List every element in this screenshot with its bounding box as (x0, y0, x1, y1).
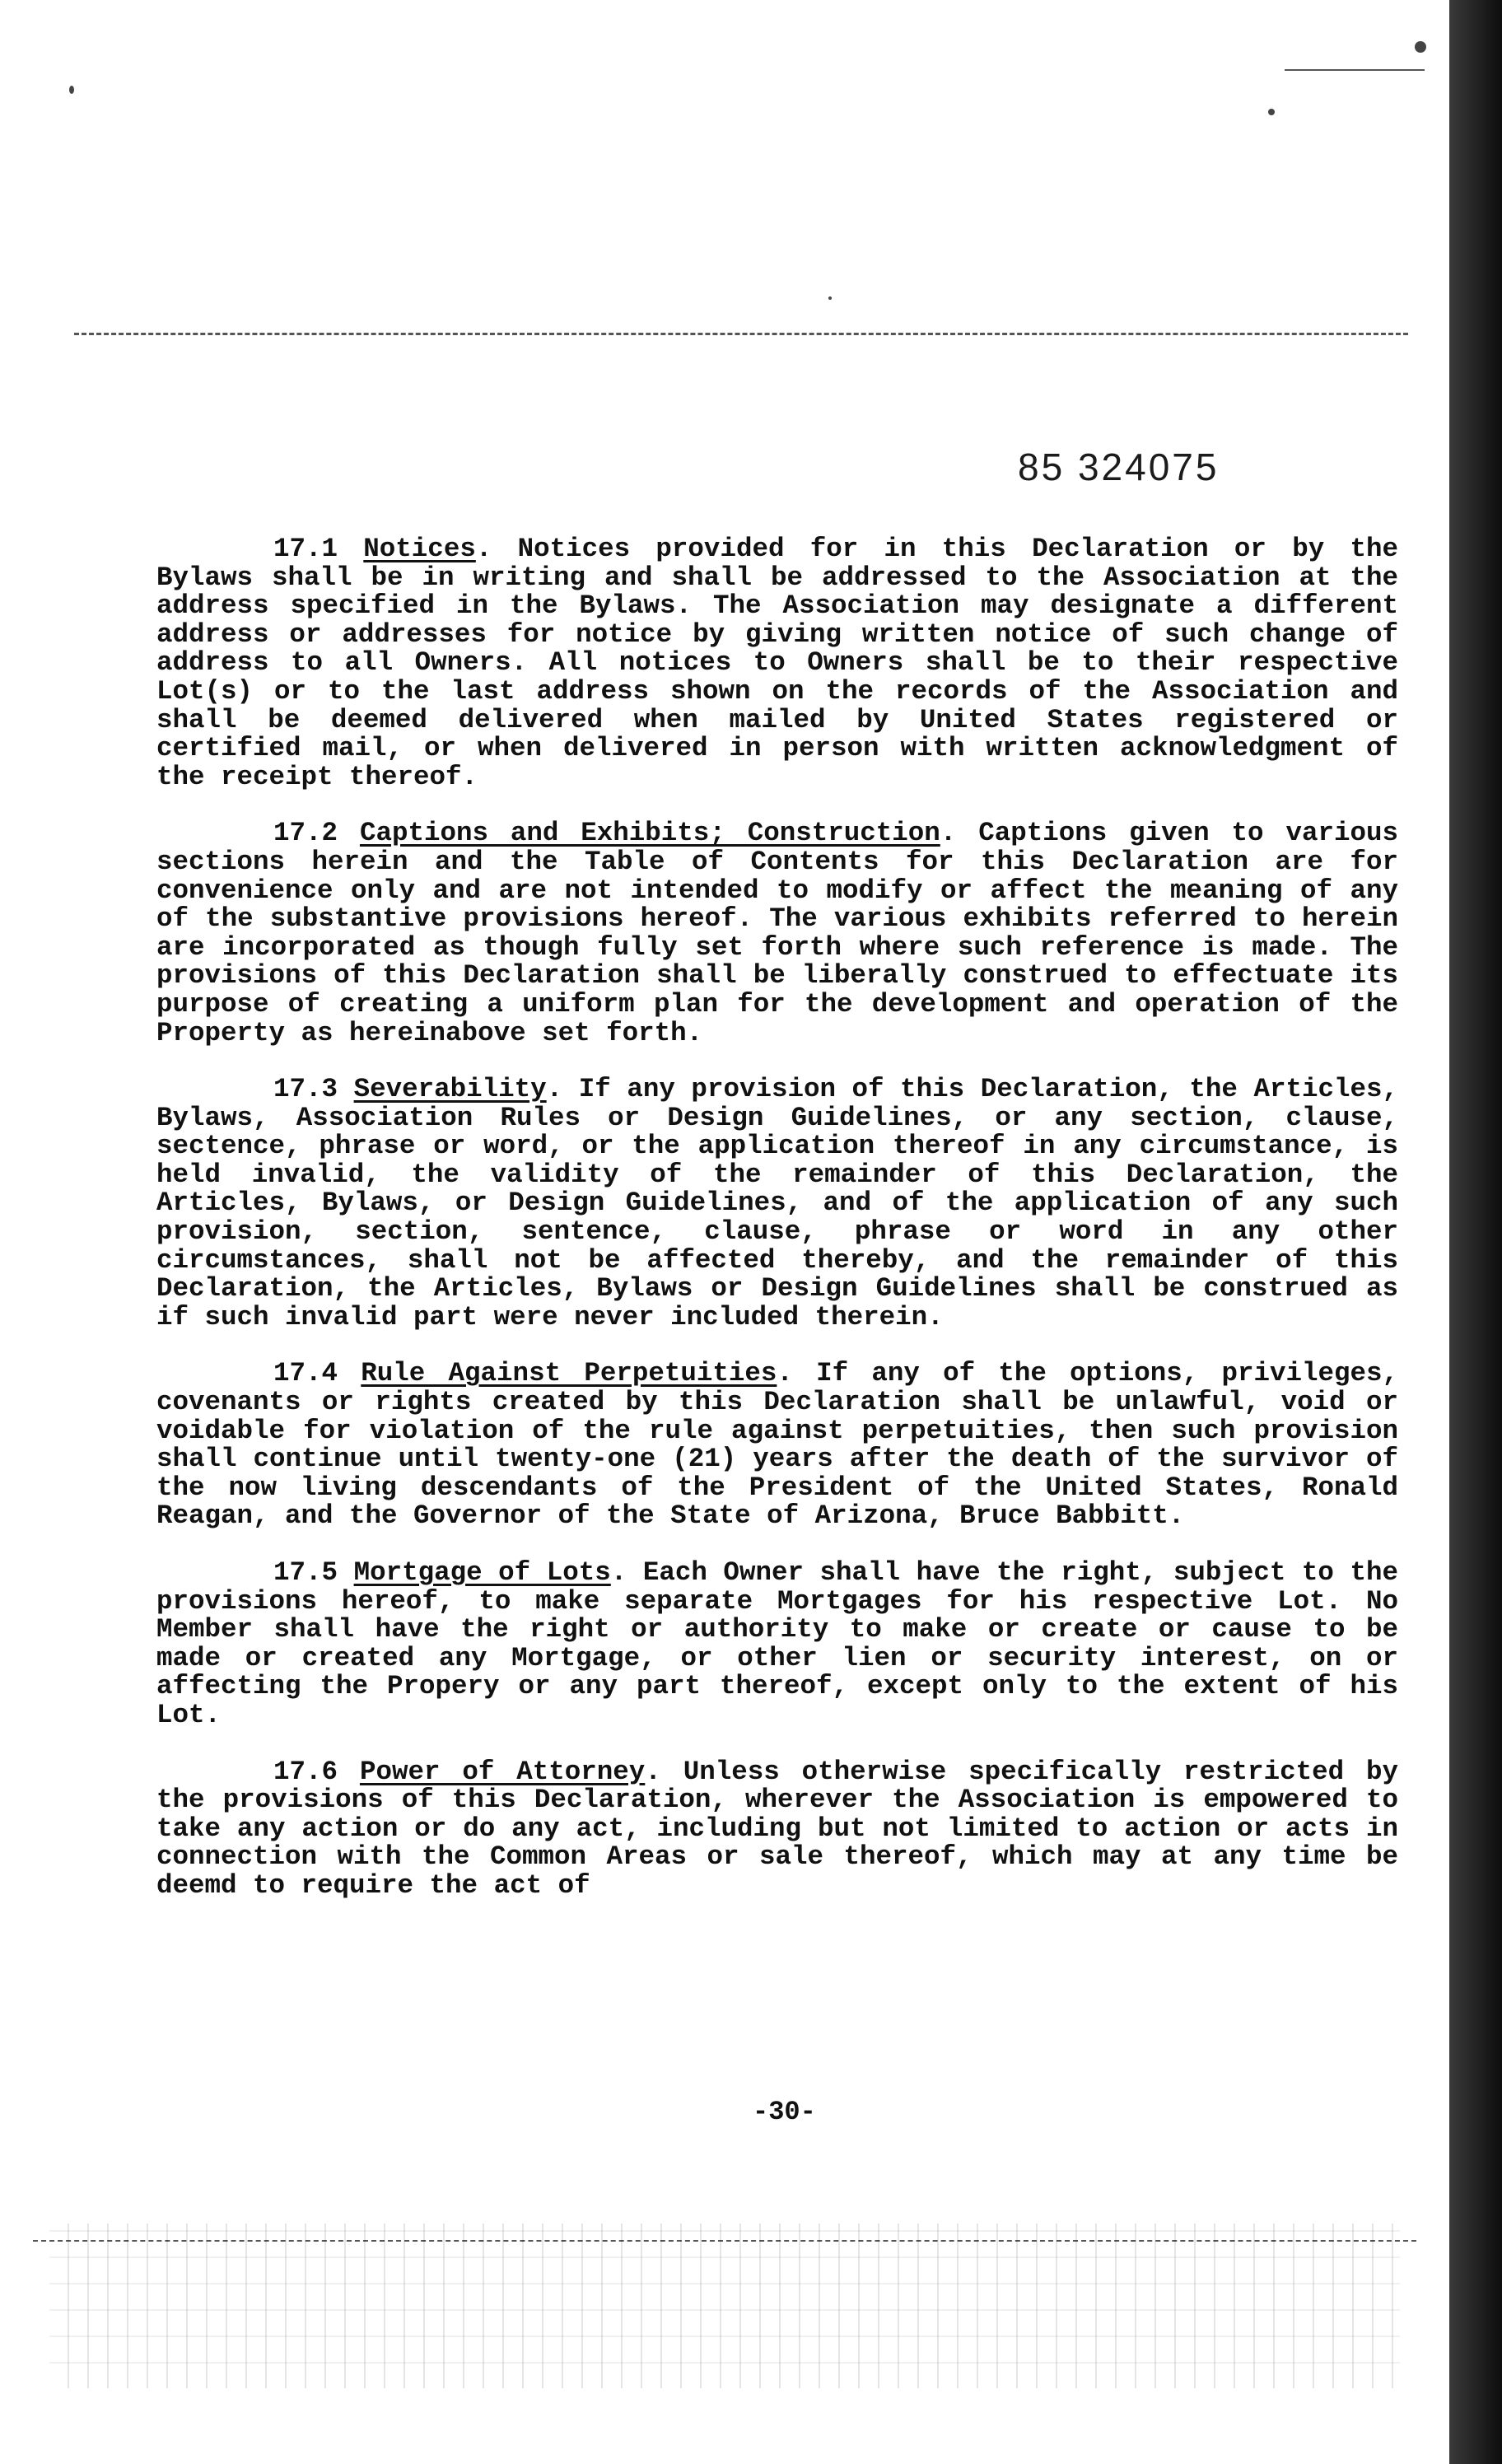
document-number: 85 324075 (1018, 446, 1220, 488)
section-text: Unless otherwise specifically restricted by the provisions of this Declaration, wherever the Association is empowered to take any action or do any act, including but not limited to action or acts in connection with the Common Areas or sale thereof, which may at any time be deemd to require the act of (156, 1756, 1398, 1901)
scan-artifact-top (74, 333, 1408, 335)
section-text: Notices provided for in this Declaration or by the Bylaws shall be in writing and shall be addressed to the Association at the address specified in the Bylaws. The Association may designate a different address or addresses for notice by giving written notice of such change of address to all Owners. All notices to Owners shall be to their respective Lot(s) or to the last address shown on the records of the Association and shall be deemed delivered when mailed by United States registered or certified mail, or when delivered in person with written acknowledgment of the receipt thereof. (156, 534, 1398, 792)
section-text: If any provision of this Declaration, the Articles, Bylaws, Association Rules or Design Guidelines, or any section, clause, sectence, phrase or word, or the application thereof in any circumstance, is held invalid, the validity of the remainder of this Declaration, the Articles, Bylaws, or Design Guidelines, and of the application of any such provision, section, sentence, clause, phrase or word in any other circumstances, shall not be affected thereby, and the remainder of this Declaration, the Articles, Bylaws or Design Guidelines shall be construed as if such invalid part were never included therein. (156, 1074, 1398, 1332)
section-17-6: 17.6 Power of Attorney. Unless otherwise specifically restricted by the provisions of this Declaration, wherever the Association is empowered to take any action or do any act, including but not limited to action or acts in connection with the Common Areas or sale thereof, which may at any time be deemd to require the act of (156, 1756, 1398, 1901)
document-body (156, 535, 1398, 1929)
section-number: 17.1 (273, 534, 338, 564)
scan-speck (1268, 109, 1275, 115)
section-text: Each Owner shall have the right, subject to the provisions hereof, to make separate Mortgages for his respective Lot. No Member shall have the right or authority to make or create or cause to be made or created any Mortgage, or other lien or security interest, on or affecting the Propery or any part thereof, except only to the extent of his Lot. (156, 1557, 1398, 1730)
section-heading: Rule Against Perpetuities (361, 1358, 777, 1389)
section-number: 17.6 (273, 1756, 338, 1787)
section-heading: Mortgage of Lots (353, 1557, 611, 1588)
scan-speck (1415, 41, 1426, 53)
section-number: 17.4 (273, 1358, 338, 1389)
section-heading: Captions and Exhibits; Construction (359, 818, 940, 849)
section-heading: Power of Attorney (359, 1756, 646, 1787)
section-number: 17.3 (273, 1074, 338, 1105)
page-number: -30- (753, 2097, 816, 2127)
section-heading: Severability (353, 1074, 547, 1105)
section-17-3: 17.3 Severability. If any provision of this Declaration, the Articles, Bylaws, Association Rules or Design Guidelines, or any section, clause, sectence, phrase or word, or the application thereof in any circumstance, is held invalid, the validity of the remainder of this Declaration, the Articles, Bylaws, or Design Guidelines, and of the application of any such provision, section, sentence, clause, phrase or word in any other circumstances, shall not be affected thereby, and the remainder of this Declaration, the Articles, Bylaws or Design Guidelines shall be construed as if such invalid part were never included therein. (156, 1074, 1398, 1332)
section-17-5: 17.5 Mortgage of Lots. Each Owner shall have the right, subject to the provisions hereof, to make separate Mortgages for his respective Lot. No Member shall have the right or authority to make or create or cause to be made or created any Mortgage, or other lien or security interest, on or affecting the Propery or any part thereof, except only to the extent of his Lot. (156, 1557, 1398, 1730)
section-text: If any of the options, privileges, covenants or rights created by this Declaration shall be unlawful, void or voidable for violation of the rule against perpetuities, then such provision shall continue until twenty-one (21) years after the death of the survivor of the now living descendants of the President of the United States, Ronald Reagan, and the Governor of the State of Arizona, Bruce Babbitt. (156, 1358, 1398, 1532)
scan-speck (69, 86, 74, 94)
scan-edge (1449, 0, 1502, 2464)
scan-speck (828, 296, 832, 300)
scan-noise-bottom (49, 2224, 1400, 2388)
section-number: 17.2 (273, 818, 338, 849)
section-number: 17.5 (273, 1557, 338, 1588)
section-17-4: 17.4 Rule Against Perpetuities. If any of the options, privileges, covenants or rights created by this Declaration shall be unlawful, void or voidable for violation of the rule against perpetuities, then such provision shall continue until twenty-one (21) years after the death of the survivor of the now living descendants of the President of the United States, Ronald Reagan, and the Governor of the State of Arizona, Bruce Babbitt. (156, 1358, 1398, 1532)
section-17-1: 17.1 Notices. Notices provided for in this Declaration or by the Bylaws shall be in writing and shall be addressed to the Association at the address specified in the Bylaws. The Association may designate a different address or addresses for notice by giving written notice of such change of address to all Owners. All notices to Owners shall be to their respective Lot(s) or to the last address shown on the records of the Association and shall be deemed delivered when mailed by United States registered or certified mail, or when delivered in person with written acknowledgment of the receipt thereof. (156, 534, 1398, 792)
section-17-2: 17.2 Captions and Exhibits; Construction. Captions given to various sections herein and the Table of Contents for this Declaration are for convenience only and are not intended to modify or affect the meaning of any of the substantive provisions hereof. The various exhibits referred to herein are incorporated as though fully set forth where such reference is made. The provisions of this Declaration shall be liberally construed to effectuate its purpose of creating a uniform plan for the development and operation of the Property as hereinabove set forth. (156, 818, 1398, 1048)
section-heading: Notices (363, 534, 476, 564)
section-text: Captions given to various sections herein and the Table of Contents for this Declaration are for convenience only and are not intended to modify or affect the meaning of any of the substantive provisions hereof. The various exhibits referred to herein are incorporated as though fully set forth where such reference is made. The provisions of this Declaration shall be liberally construed to effectuate its purpose of creating a uniform plan for the development and operation of the Property as hereinabove set forth. (156, 818, 1398, 1048)
scan-artifact-top-right (1285, 69, 1425, 71)
